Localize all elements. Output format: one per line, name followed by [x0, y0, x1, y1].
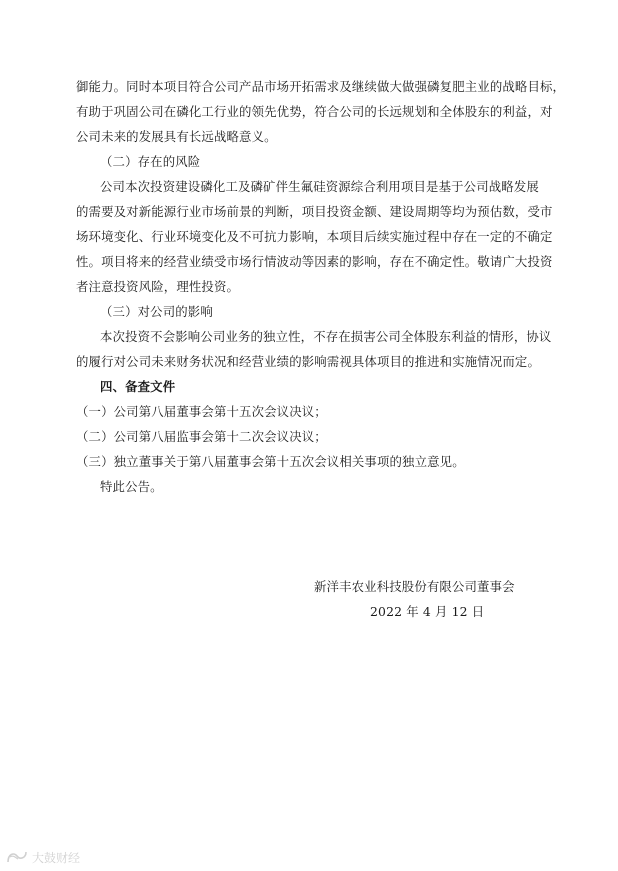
paragraph-line: 本次投资不会影响公司业务的独立性，不存在损害公司全体股东利益的情形，协议	[100, 329, 552, 344]
signature-date: 2022 年 4 月 12 日	[370, 604, 485, 619]
paragraph-line: 的需要及对新能源行业市场前景的判断，项目投资金额、建设周期等均为预估数，受市	[76, 204, 553, 219]
paragraph-line: 御能力。同时本项目符合公司产品市场开拓需求及继续做大做强磷复肥主业的战略目标，	[76, 79, 566, 94]
section-heading-risk: （二）存在的风险	[100, 154, 201, 169]
signature-company: 新洋丰农业科技股份有限公司董事会	[314, 579, 515, 594]
section-heading-impact: （三）对公司的影响	[100, 304, 213, 319]
watermark	[6, 848, 80, 866]
document-list-item: （二）公司第八届监事会第十二次会议决议；	[76, 429, 327, 444]
paragraph-line: 有助于巩固公司在磷化工行业的领先优势，符合公司的长远规划和全体股东的利益，对	[76, 104, 553, 119]
document-list-item: （三）独立董事关于第八届董事会第十五次会议相关事项的独立意见。	[76, 454, 465, 469]
paragraph-line: 性。项目将来的经营业绩受市场行情波动等因素的影响，存在不确定性。敬请广大投资	[76, 254, 553, 269]
document-list-item: （一）公司第八届董事会第十五次会议决议；	[76, 404, 327, 419]
paragraph-line: 的履行对公司未来财务状况和经营业绩的影响需视具体项目的推进和实施情况而定。	[76, 354, 541, 369]
paragraph-line: 场环境变化、行业环境变化及不可抗力影响，本项目后续实施过程中存在一定的不确定	[76, 229, 553, 244]
paragraph-line: 公司本次投资建设磷化工及磷矿伴生氟硅资源综合利用项目是基于公司战略发展	[100, 179, 539, 194]
paragraph-line: 公司未来的发展具有长远战略意义。	[76, 129, 277, 144]
logo-icon	[6, 850, 28, 864]
watermark-text: 大鼓财经	[32, 850, 81, 865]
section-heading-documents: 四、备查文件	[100, 379, 176, 394]
paragraph-line: 者注意投资风险，理性投资。	[76, 279, 240, 294]
closing-text: 特此公告。	[100, 479, 163, 494]
